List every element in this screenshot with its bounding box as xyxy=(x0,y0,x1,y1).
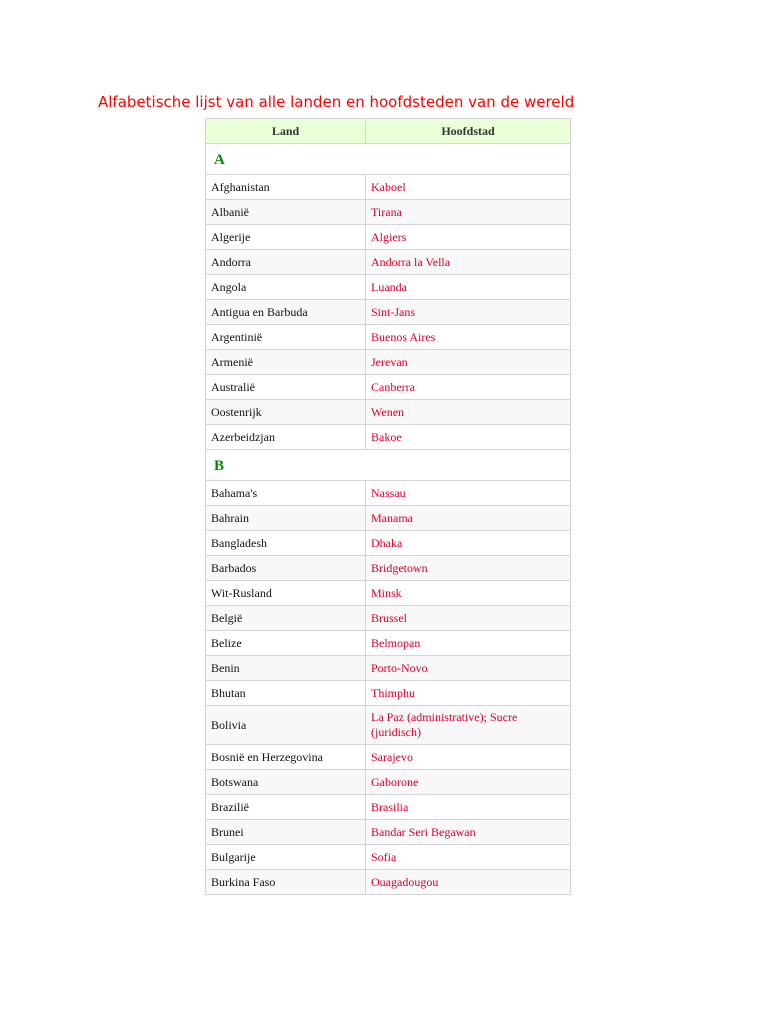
country-cell: Brazilië xyxy=(206,795,366,820)
table-row xyxy=(206,175,571,200)
capital-link[interactable]: Dhaka xyxy=(366,531,571,556)
country-cell: Albanië xyxy=(206,200,366,225)
country-cell: Burkina Faso xyxy=(206,870,366,895)
country-cell: Botswana xyxy=(206,770,366,795)
capital-link[interactable]: Andorra la Vella xyxy=(366,250,571,275)
capital-link[interactable]: Porto-Novo xyxy=(366,656,571,681)
country-cell: Armenië xyxy=(206,350,366,375)
table-row xyxy=(206,506,571,531)
page-title: Alfabetische lijst van alle landen en hoofdsteden van de wereld xyxy=(98,93,575,111)
country-cell: Afghanistan xyxy=(206,175,366,200)
section-a xyxy=(206,144,571,450)
capital-link[interactable]: Wenen xyxy=(366,400,571,425)
capital-link[interactable]: Sint-Jans xyxy=(366,300,571,325)
country-cell: Brunei xyxy=(206,820,366,845)
capital-link[interactable]: Gaborone xyxy=(366,770,571,795)
capital-link[interactable]: Jerevan xyxy=(366,350,571,375)
country-cell: Azerbeidzjan xyxy=(206,425,366,450)
country-cell: Belize xyxy=(206,631,366,656)
country-cell: Angola xyxy=(206,275,366,300)
table-row xyxy=(206,200,571,225)
countries-capitals-table xyxy=(205,118,571,895)
capital-link[interactable]: Tirana xyxy=(366,200,571,225)
table-row xyxy=(206,350,571,375)
country-cell: Oostenrijk xyxy=(206,400,366,425)
table-row xyxy=(206,795,571,820)
column-header-land: Land xyxy=(206,119,366,144)
country-cell: Antigua en Barbuda xyxy=(206,300,366,325)
table-row xyxy=(206,631,571,656)
section-header-row xyxy=(206,450,571,481)
capital-link[interactable]: Manama xyxy=(366,506,571,531)
capital-link[interactable]: Canberra xyxy=(366,375,571,400)
capital-link[interactable]: Thimphu xyxy=(366,681,571,706)
capital-link[interactable]: Bridgetown xyxy=(366,556,571,581)
country-cell: Benin xyxy=(206,656,366,681)
country-cell: Australië xyxy=(206,375,366,400)
country-cell: Wit-Rusland xyxy=(206,581,366,606)
section-b xyxy=(206,450,571,895)
country-cell: Argentinië xyxy=(206,325,366,350)
country-cell: Andorra xyxy=(206,250,366,275)
table-row xyxy=(206,275,571,300)
table-row xyxy=(206,375,571,400)
capital-link[interactable]: Bandar Seri Begawan xyxy=(366,820,571,845)
country-cell: Bolivia xyxy=(206,706,366,745)
table-row xyxy=(206,556,571,581)
capital-link[interactable]: Brasilia xyxy=(366,795,571,820)
capital-link[interactable]: Kaboel xyxy=(366,175,571,200)
table-row xyxy=(206,425,571,450)
section-letter: B xyxy=(214,458,225,474)
capital-link[interactable]: Sofia xyxy=(366,845,571,870)
capital-link[interactable]: Bakoe xyxy=(366,425,571,450)
country-cell: Bangladesh xyxy=(206,531,366,556)
country-cell: Bulgarije xyxy=(206,845,366,870)
capital-link[interactable]: Ouagadougou xyxy=(366,870,571,895)
capital-link[interactable]: Nassau xyxy=(366,481,571,506)
section-header-row xyxy=(206,144,571,175)
table-row xyxy=(206,656,571,681)
table-row xyxy=(206,745,571,770)
country-cell: Bosnië en Herzegovina xyxy=(206,745,366,770)
table-row xyxy=(206,820,571,845)
table-row xyxy=(206,706,571,745)
table-row xyxy=(206,870,571,895)
country-cell: Bhutan xyxy=(206,681,366,706)
table-row xyxy=(206,481,571,506)
capital-link[interactable]: Algiers xyxy=(366,225,571,250)
country-cell: Barbados xyxy=(206,556,366,581)
country-cell: Algerije xyxy=(206,225,366,250)
table-row xyxy=(206,770,571,795)
country-cell: Bahama's xyxy=(206,481,366,506)
table-row xyxy=(206,225,571,250)
country-cell: België xyxy=(206,606,366,631)
table-row xyxy=(206,325,571,350)
table-row xyxy=(206,300,571,325)
capital-link[interactable]: Sarajevo xyxy=(366,745,571,770)
capital-link[interactable]: Brussel xyxy=(366,606,571,631)
section-letter: A xyxy=(214,152,225,168)
country-cell: Bahrain xyxy=(206,506,366,531)
table-row xyxy=(206,606,571,631)
column-header-hoofdstad: Hoofdstad xyxy=(366,119,571,144)
table-row xyxy=(206,531,571,556)
table-row xyxy=(206,681,571,706)
capital-link[interactable]: La Paz (administrative); Sucre (juridisch) xyxy=(366,706,571,745)
table-row xyxy=(206,250,571,275)
table-row xyxy=(206,581,571,606)
table-row xyxy=(206,845,571,870)
capital-link[interactable]: Belmopan xyxy=(366,631,571,656)
capital-link[interactable]: Buenos Aires xyxy=(366,325,571,350)
table-header-row xyxy=(206,119,571,144)
capital-link[interactable]: Minsk xyxy=(366,581,571,606)
table-row xyxy=(206,400,571,425)
capital-link[interactable]: Luanda xyxy=(366,275,571,300)
